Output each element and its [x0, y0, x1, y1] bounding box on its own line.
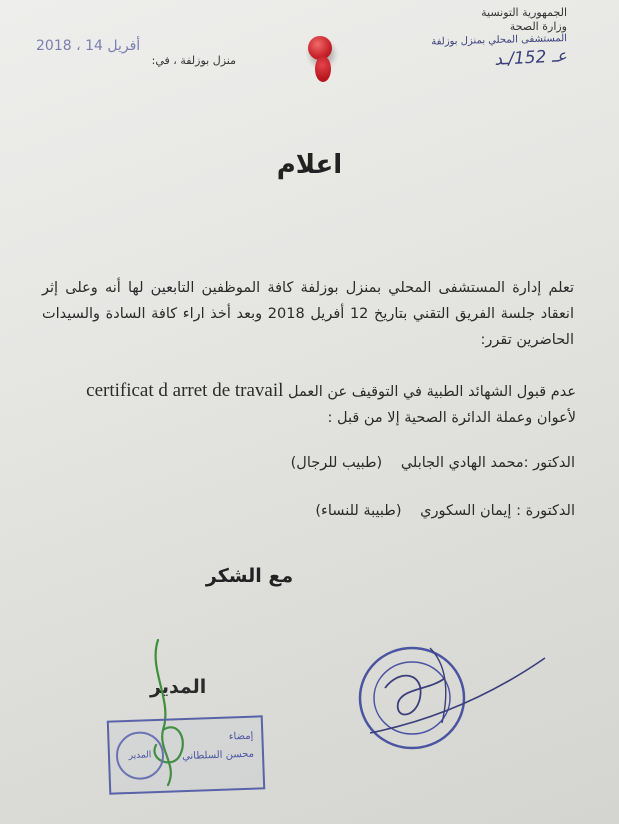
stamp-text — [165, 728, 254, 767]
director-stamp — [107, 715, 265, 794]
place-date-label: منزل بوزلفة ، في: — [151, 54, 236, 67]
date-stamp: 2018 ، أفريل 14 — [36, 38, 141, 54]
hospital-label: المستشفى المحلي بمنزل بوزلفة — [431, 33, 568, 48]
decision-part-2: لأعوان وعملة الدائرة الصحية إلا من قبل : — [327, 410, 576, 426]
push-pin-icon — [308, 36, 332, 60]
stamp-line-2: محسن السلطاني — [181, 748, 255, 763]
doctor-entry-2 — [315, 503, 575, 519]
stamp-badge: المدير — [115, 731, 165, 781]
stamp-line-1: إمضاء — [228, 730, 254, 743]
ministry-label: وزارة الصحة — [509, 20, 567, 33]
doctor-entry-1 — [291, 455, 575, 471]
document-title: اعلام — [276, 150, 343, 180]
doctor-name: الدكتور :محمد الهادي الجابلي — [400, 455, 575, 471]
doctor-specialty: (طبيب للرجال) — [290, 455, 383, 471]
closing-line — [0, 565, 619, 587]
letterhead — [417, 6, 567, 70]
decision-part-1: عدم قبول الشهائد الطبية في التوقيف عن العمل — [288, 384, 576, 400]
decision-french-term: certificat d arret de travail — [86, 380, 284, 401]
announcement-paragraph: تعلم إدارة المستشفى المحلي بمنزل بوزلفة كافة الموظفين التابعين لها أنه وعلى إثر انعقاد جلسة الفريق التقني بتاريخ 12 أفريل 2018 وبعد أخذ اراء كافة السادة والسيدات الحاضرين تقرر: — [42, 280, 574, 348]
republic-label: الجمهورية التونسية — [481, 6, 567, 19]
decision-text — [48, 378, 576, 431]
reference-number: عـ 152/ـد — [493, 46, 568, 70]
closing-text: مع الشكر — [205, 565, 294, 587]
director-label: المدير — [150, 676, 207, 698]
doctor-name: الدكتورة : إيمان السكوري — [420, 503, 575, 519]
official-round-stamp — [350, 628, 550, 758]
doctor-specialty: (طبيبة للنساء) — [315, 503, 402, 519]
